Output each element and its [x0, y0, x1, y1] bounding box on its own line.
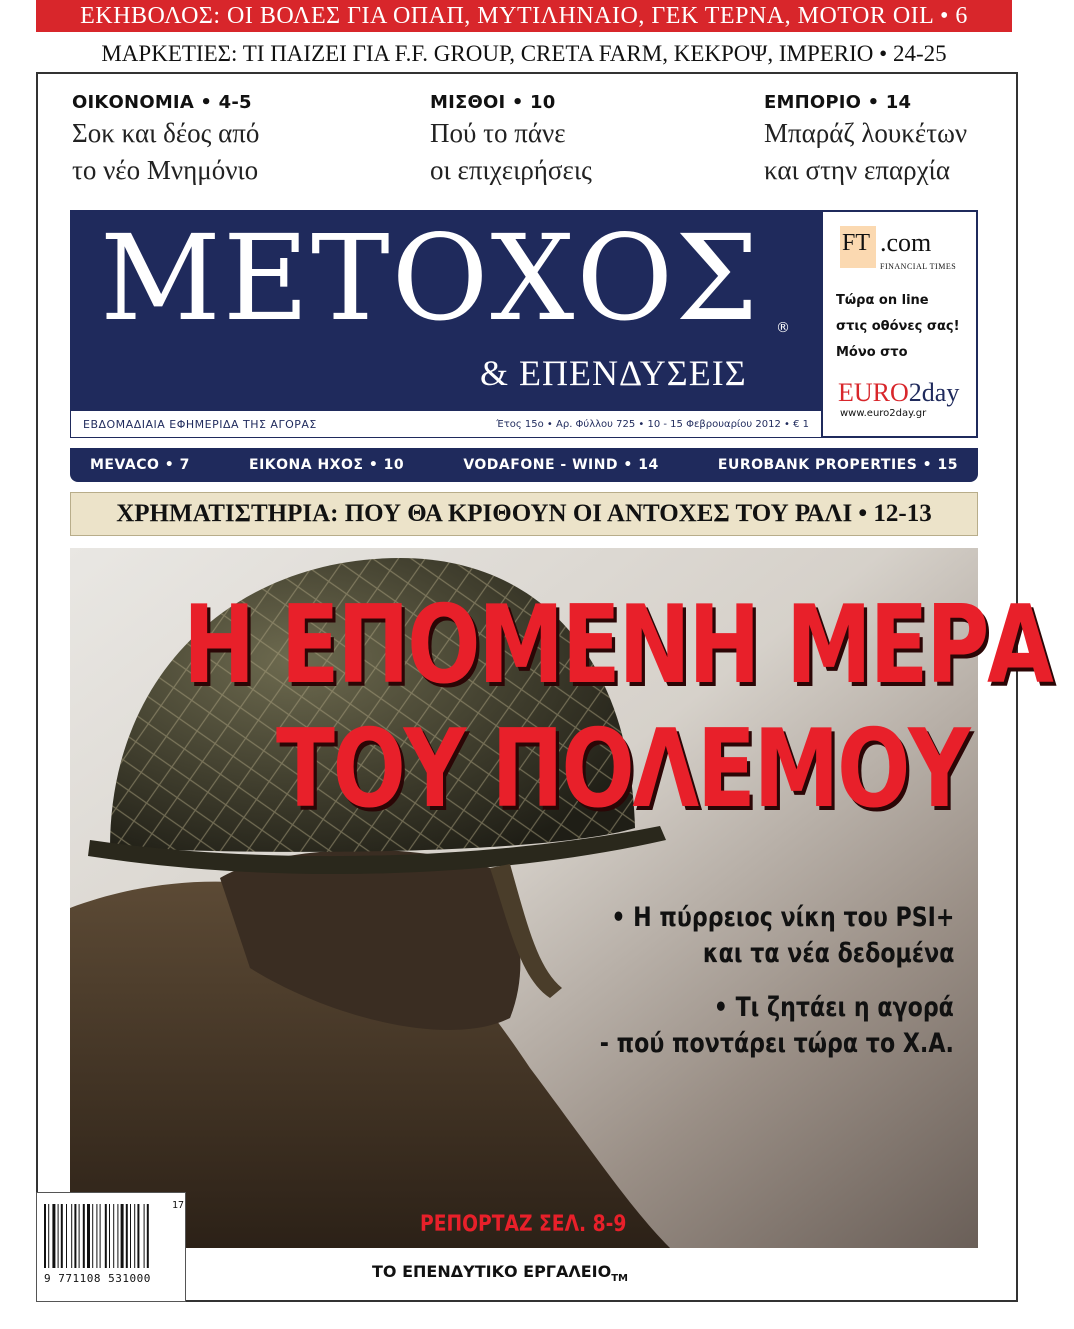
- barcode-bar: [126, 1204, 128, 1268]
- index-item[interactable]: EUROBANK PROPERTIES • 15: [717, 457, 958, 473]
- barcode-bar: [96, 1204, 97, 1268]
- barcode-bar: [92, 1204, 93, 1268]
- top-banner-text: ΕΚΗΒΟΛΟΣ: ΟΙ ΒΟΛΕΣ ΓΙΑ ΟΠΑΠ, ΜΥΤΙΛΗΝΑΙΟ, ΓΕΚ ΤΕΡΝΑ, MOTOR OIL • 6: [80, 2, 968, 29]
- teaser-headline: Μπαράζ λουκέτων: [764, 118, 968, 148]
- barcode-bar: [134, 1204, 135, 1268]
- ft-logo-subtitle: FINANCIAL TIMES: [880, 262, 957, 271]
- issue-info: Έτος 15ο • Αρ. Φύλλου 725 • 10 - 15 Φεβρουαρίου 2012 • € 1: [496, 418, 809, 430]
- teaser-salaries[interactable]: [430, 92, 730, 189]
- bullet-line: και τα νέα δεδομένα: [702, 938, 954, 969]
- barcode-bar: [74, 1204, 76, 1268]
- barcode-bar: [130, 1204, 131, 1268]
- barcode-bar: [100, 1204, 101, 1268]
- barcode-issue-code: 17: [172, 1200, 185, 1211]
- euro2day-logo[interactable]: [838, 378, 959, 408]
- ft-logo: FT: [842, 230, 871, 256]
- marketing-headline-text: ΜΑΡΚΕΤΙΕΣ: ΤΙ ΠΑΙΖΕΙ ΓΙΑ F.F. GROUP, CRETA FARM, ΚΕΚΡΟΨ, IMPERIO • 24-25: [101, 41, 947, 66]
- barcode-bar: [105, 1204, 107, 1268]
- ad-line: στις οθόνες σας!: [836, 319, 960, 334]
- barcode-number: 9 771108 531000: [44, 1272, 151, 1285]
- markets-bar[interactable]: [70, 492, 978, 536]
- barcode-bar: [121, 1204, 124, 1268]
- barcode-bar: [109, 1204, 110, 1268]
- main-headline-line2: ΤΟΥ ΠΟΛΕΜΟΥ: [276, 707, 969, 832]
- teaser-headline: Πού το πάνε: [430, 118, 566, 148]
- barcode-bar: [117, 1204, 118, 1268]
- euro2day-logo-2day: 2day: [908, 378, 960, 407]
- index-item[interactable]: ΕΙΚΟΝΑ ΗΧΟΣ • 10: [249, 457, 405, 473]
- story-bullet[interactable]: [611, 900, 954, 972]
- euro2day-logo-euro: EURO: [838, 378, 909, 407]
- barcode-icon: [44, 1204, 168, 1270]
- markets-bar-text: ΧΡΗΜΑΤΙΣΤΗΡΙΑ: ΠΟΥ ΘΑ ΚΡΙΘΟΥΝ ΟΙ ΑΝΤΟΧΕΣ ΤΟΥ ΡΑΛΙ • 12-13: [116, 500, 932, 527]
- footer-tagline: [372, 1262, 628, 1284]
- barcode-bar: [66, 1204, 67, 1268]
- barcode-bar: [147, 1204, 149, 1268]
- barcode-bar: [83, 1204, 85, 1268]
- teaser-headline: και στην επαρχία: [764, 155, 950, 185]
- barcode-bar: [137, 1204, 139, 1268]
- euro2day-url[interactable]: www.euro2day.gr: [840, 408, 927, 419]
- ad-line: Τώρα on line: [836, 293, 929, 308]
- ft-logo-com: .com: [880, 228, 932, 257]
- barcode-bar: [79, 1204, 80, 1268]
- teaser-kicker: ΕΜΠΟΡΙΟ • 14: [764, 92, 912, 113]
- teaser-kicker: ΜΙΣΘΟΙ • 10: [430, 92, 556, 113]
- teaser-headline: το νέο Μνημόνιο: [72, 155, 259, 185]
- barcode-bar: [58, 1204, 59, 1268]
- barcode-bar: [48, 1204, 49, 1268]
- trademark-mark: TM: [611, 1273, 629, 1285]
- barcode-bar: [44, 1204, 46, 1268]
- teaser-commerce[interactable]: [764, 92, 1064, 189]
- masthead-tagline: ΕΒΔΟΜΑΔΙΑΙΑ ΕΦΗΜΕΡΙΔΑ ΤΗΣ ΑΓΟΡΑΣ: [83, 417, 317, 431]
- teaser-headline: Σοκ και δέος από: [72, 118, 260, 148]
- teaser-kicker: ΟΙΚΟΝΟΜΙΑ • 4-5: [72, 92, 252, 113]
- index-item[interactable]: VODAFONE - WIND • 14: [463, 457, 659, 473]
- bullet-line: - πού ποντάρει τώρα το Χ.Α.: [599, 1028, 954, 1059]
- story-bullet[interactable]: [600, 990, 954, 1062]
- marketing-headline: [36, 38, 1012, 70]
- barcode-bar: [71, 1204, 72, 1268]
- registered-mark: ®: [776, 320, 790, 336]
- teaser-economy[interactable]: [72, 92, 372, 189]
- barcode-bar: [144, 1204, 145, 1268]
- masthead-info-bar: [70, 410, 822, 438]
- barcode-bar: [113, 1204, 114, 1268]
- report-pages-link[interactable]: ΡΕΠΟΡΤΑΖ ΣΕΛ. 8-9: [420, 1212, 627, 1237]
- barcode-bar: [87, 1204, 90, 1268]
- index-item[interactable]: MEVACO • 7: [90, 457, 190, 473]
- teaser-headline: οι επιχειρήσεις: [430, 155, 592, 185]
- ad-line: Μόνο στο: [836, 345, 908, 360]
- barcode-bar: [61, 1204, 63, 1268]
- ad-text: [836, 288, 960, 366]
- bullet-line: • Η πύρρειος νίκη του PSI+: [610, 902, 954, 933]
- bullet-line: • Τι ζητάει η αγορά: [713, 992, 954, 1023]
- index-bar: [70, 448, 978, 482]
- main-headline-line1: Η ΕΠΟΜΕΝΗ ΜΕΡΑ: [183, 583, 1052, 708]
- masthead-title: ΜΕΤΟΧΟΣ: [100, 209, 761, 347]
- top-banner: [36, 0, 1012, 32]
- barcode-bar: [52, 1204, 55, 1268]
- masthead-subtitle: & ΕΠΕΝΔΥΣΕΙΣ: [480, 353, 747, 393]
- footer-tagline-text: ΤΟ ΕΠΕΝΔΥΤΙΚΟ ΕΡΓΑΛΕΙΟ: [372, 1262, 612, 1281]
